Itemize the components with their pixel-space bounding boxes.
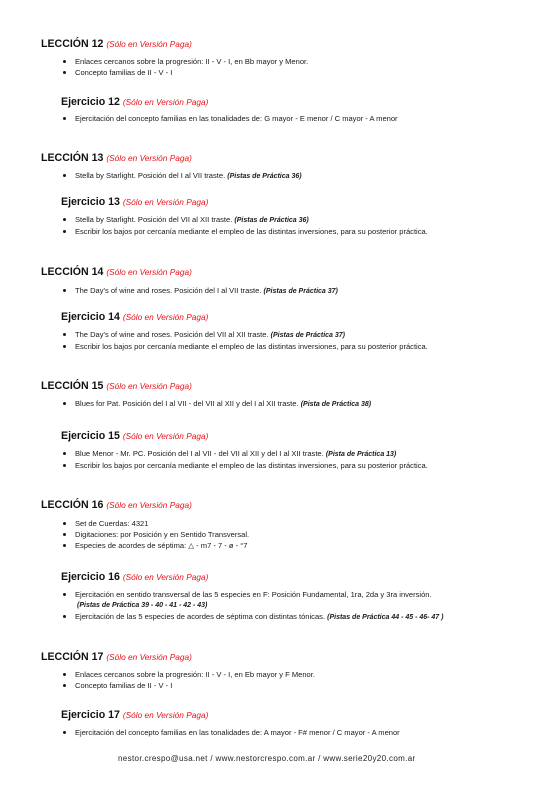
list-item <box>62 56 308 67</box>
leccion-item-list <box>62 56 308 78</box>
list-item <box>62 226 428 237</box>
item-text: Ejercitación del concepto familias en las tonalidades de: A mayor - F# menor / C mayor - A menor <box>75 728 400 737</box>
leccion-title: LECCIÓN 12 <box>41 38 104 50</box>
pista-reference: (Pistas de Práctica 36) <box>234 217 309 224</box>
list-item <box>62 329 428 341</box>
leccion-item-list <box>62 285 338 297</box>
pista-reference: (Pistas de Práctica 39 - 40 - 41 - 42 - 43) <box>77 602 208 609</box>
item-text: Stella by Starlight. Posición del I al VII traste. <box>75 171 226 180</box>
list-item <box>62 611 443 623</box>
list-item <box>62 589 443 611</box>
list-item <box>62 669 315 680</box>
ejercicio-title: Ejercicio 13 <box>61 196 120 208</box>
ejercicio-item-list <box>62 448 428 471</box>
ejercicio-item-list <box>62 329 428 352</box>
ejercicio-title: Ejercicio 15 <box>61 430 120 442</box>
item-text: The Day's of wine and roses. Posición del I al VII traste. <box>75 286 262 295</box>
item-text: Especies de acordes de séptima: △ - m7 - 7 - ø - °7 <box>75 541 248 550</box>
item-text: Escribir los bajos por cercanía mediante el empleo de las distintas inversiones, para su posterior práctica. <box>75 342 428 351</box>
list-item <box>62 460 428 471</box>
list-item <box>62 680 315 691</box>
list-item <box>62 285 338 297</box>
pista-reference: (Pistas de Práctica 36) <box>227 173 302 180</box>
footer-contact: nestor.crespo@usa.net / www.nestorcrespo.com.ar / www.serie20y20.com.ar <box>118 754 416 763</box>
version-paga-tag: (Sólo en Versión Paga) <box>122 97 209 107</box>
ejercicio-item-list <box>62 589 443 623</box>
leccion-title: LECCIÓN 15 <box>41 380 104 392</box>
leccion-heading <box>41 380 192 393</box>
leccion-heading <box>41 651 192 664</box>
list-item <box>62 214 428 226</box>
ejercicio-heading <box>61 571 208 584</box>
ejercicio-title: Ejercicio 14 <box>61 311 120 323</box>
ejercicio-heading <box>61 196 208 209</box>
list-item <box>62 518 249 529</box>
item-text: Set de Cuerdas: 4321 <box>75 519 149 528</box>
item-text: Blue Menor - Mr. PC. Posición del I al VII - del VII al XII y del I al XII traste. <box>75 449 324 458</box>
item-text: Escribir los bajos por cercanía mediante el empleo de las distintas inversiones, para su posterior práctica. <box>75 227 428 236</box>
item-text: Escribir los bajos por cercanía mediante el empleo de las distintas inversiones, para su posterior práctica. <box>75 461 428 470</box>
item-text: Ejercitación del concepto familias en las tonalidades de: G mayor - E menor / C mayor - A menor <box>75 114 398 123</box>
pista-reference: (Pistas de Práctica 37) <box>270 332 345 339</box>
ejercicio-title: Ejercicio 12 <box>61 96 120 108</box>
list-item <box>62 529 249 540</box>
leccion-title: LECCIÓN 16 <box>41 499 104 511</box>
ejercicio-title: Ejercicio 17 <box>61 709 120 721</box>
version-paga-tag: (Sólo en Versión Paga) <box>122 431 209 441</box>
item-text: Ejercitación en sentido transversal de las 5 especies en F: Posición Fundamental, 1ra, 2da y 3ra inversión. <box>75 590 432 599</box>
item-text: Concepto familias de II - V - I <box>75 681 173 690</box>
ejercicio-heading <box>61 96 208 109</box>
ejercicio-item-list <box>62 214 428 237</box>
leccion-item-list <box>62 398 371 410</box>
list-item <box>62 448 428 460</box>
version-paga-tag: (Sólo en Versión Paga) <box>106 39 192 49</box>
item-text: Concepto familias de II - V - I <box>75 68 173 77</box>
ejercicio-item-list <box>62 113 398 124</box>
leccion-item-list <box>62 170 302 182</box>
leccion-heading <box>41 499 192 512</box>
pista-reference: (Pista de Práctica 38) <box>300 401 372 408</box>
pista-reference: (Pistas de Práctica 44 - 45 - 46- 47 ) <box>327 614 444 621</box>
list-item <box>62 67 308 78</box>
version-paga-tag: (Sólo en Versión Paga) <box>122 572 209 582</box>
leccion-heading <box>41 152 192 165</box>
list-item <box>62 540 249 551</box>
version-paga-tag: (Sólo en Versión Paga) <box>106 381 192 391</box>
item-text: Stella by Starlight. Posición del VII al XII traste. <box>75 215 233 224</box>
leccion-title: LECCIÓN 17 <box>41 651 104 663</box>
version-paga-tag: (Sólo en Versión Paga) <box>122 312 209 322</box>
version-paga-tag: (Sólo en Versión Paga) <box>122 710 209 720</box>
ejercicio-title: Ejercicio 16 <box>61 571 120 583</box>
version-paga-tag: (Sólo en Versión Paga) <box>106 652 192 662</box>
leccion-heading <box>41 266 192 279</box>
leccion-item-list <box>62 518 249 551</box>
version-paga-tag: (Sólo en Versión Paga) <box>106 153 192 163</box>
list-item <box>62 113 398 124</box>
item-text: Enlaces cercanos sobre la progresión: II - V - I, en Bb mayor y Menor. <box>75 57 309 66</box>
version-paga-tag: (Sólo en Versión Paga) <box>122 197 209 207</box>
leccion-title: LECCIÓN 14 <box>41 266 104 278</box>
leccion-title: LECCIÓN 13 <box>41 152 104 164</box>
version-paga-tag: (Sólo en Versión Paga) <box>106 267 192 277</box>
item-text: The Day's of wine and roses. Posición del VII al XII traste. <box>75 330 269 339</box>
item-text: Enlaces cercanos sobre la progresión: II - V - I, en Eb mayor y F Menor. <box>75 670 315 679</box>
item-text: Digitaciones: por Posición y en Sentido Transversal. <box>75 530 250 539</box>
ejercicio-heading <box>61 709 208 722</box>
list-item <box>62 727 400 738</box>
ejercicio-heading <box>61 430 208 443</box>
ejercicio-item-list <box>62 727 400 738</box>
leccion-heading <box>41 38 192 51</box>
pista-reference: (Pistas de Práctica 37) <box>263 288 338 295</box>
leccion-item-list <box>62 669 315 691</box>
item-text: Ejercitación de las 5 especies de acordes de séptima con distintas tónicas. <box>75 612 326 621</box>
list-item <box>62 398 371 410</box>
list-item <box>62 341 428 352</box>
version-paga-tag: (Sólo en Versión Paga) <box>106 500 192 510</box>
ejercicio-heading <box>61 311 208 324</box>
item-text: Blues for Pat. Posición del I al VII - del VII al XII y del I al XII traste. <box>75 399 299 408</box>
list-item <box>62 170 302 182</box>
pista-reference: (Pista de Práctica 13) <box>325 451 397 458</box>
